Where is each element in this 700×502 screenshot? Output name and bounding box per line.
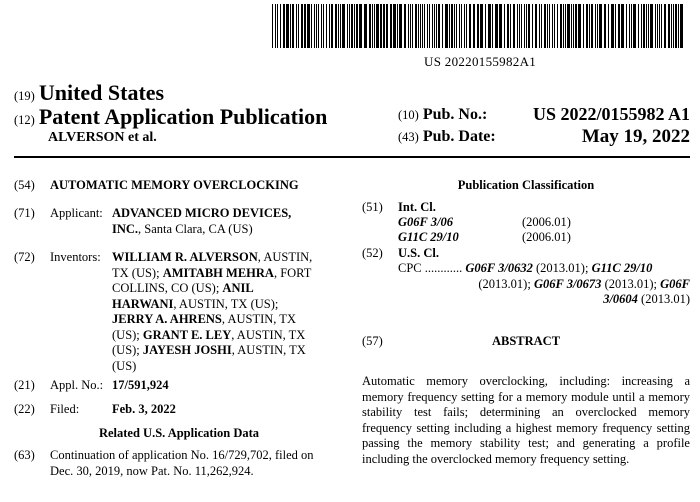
barcode-bar	[459, 4, 460, 48]
barcode-bar	[335, 4, 337, 48]
barcode-bar	[420, 4, 421, 48]
barcode-bar	[528, 4, 530, 48]
barcode-bar	[532, 4, 533, 48]
barcode-bar	[521, 4, 522, 48]
barcode-bar	[301, 4, 303, 48]
barcode-bar	[393, 4, 396, 48]
barcode-bar	[657, 4, 658, 48]
country-code: (19)	[14, 89, 35, 103]
barcode-bar	[578, 4, 581, 48]
barcode-bar	[544, 4, 546, 48]
inventor-name: AMITABH MEHRA	[162, 265, 274, 280]
abstract-heading-line	[362, 334, 690, 350]
barcode-bar	[510, 4, 511, 48]
barcode-bar	[376, 4, 379, 48]
inventor-line-4	[112, 297, 352, 313]
barcode-bar	[307, 4, 310, 48]
barcode-bar	[539, 4, 540, 48]
appl-no-field	[0, 378, 350, 394]
inventor-location: TX (US);	[112, 265, 163, 280]
barcode-bar	[650, 4, 653, 48]
barcode-bar	[631, 4, 632, 48]
pub-number-code: (10)	[398, 108, 419, 122]
barcode-bar	[418, 4, 419, 48]
inventor-line-2	[112, 266, 352, 282]
country-name: United States	[38, 80, 165, 105]
barcode-bar	[314, 4, 315, 48]
inventor-line-7	[112, 343, 352, 359]
barcode-bar	[290, 4, 291, 48]
barcode-bar	[673, 4, 674, 48]
barcode-bar	[595, 4, 596, 48]
appl-no-value: 17/591,924	[112, 378, 169, 392]
appl-no-label: Appl. No.:	[50, 378, 104, 392]
country-line	[14, 80, 164, 106]
barcode-bar	[597, 4, 598, 48]
barcode-bar	[272, 4, 273, 48]
inventor-location: (US);	[112, 327, 143, 342]
barcode-bar	[641, 4, 642, 48]
cpc-date: (2013.01);	[532, 261, 592, 275]
barcode-bar	[359, 4, 362, 48]
barcode-bar	[397, 4, 398, 48]
inventor-line-8	[112, 359, 352, 375]
barcode-bar	[638, 4, 639, 48]
barcode-bar	[591, 4, 593, 48]
continuation-line: Dec. 30, 2019, now Pat. No. 11,262,924.	[50, 463, 254, 478]
inventor-location: COLLINS, CO (US);	[112, 281, 223, 295]
cpc-date: (2013.01);	[478, 276, 534, 291]
inventors-label: Inventors:	[50, 250, 101, 264]
barcode-bar	[565, 4, 566, 48]
barcode-bar	[659, 4, 660, 48]
barcode-bar	[560, 4, 562, 48]
barcode-bar	[519, 4, 520, 48]
barcode-bar	[380, 4, 382, 48]
barcode-bar	[442, 4, 443, 48]
related-data-heading: Related U.S. Application Data	[98, 426, 260, 440]
barcode-bar	[354, 4, 355, 48]
inventor-location: (US);	[112, 343, 143, 357]
barcode-number: US 20220155982A1	[424, 54, 537, 69]
barcode-bar	[296, 4, 297, 48]
int-cl-date-2: (2006.01)	[522, 230, 571, 244]
inventor-name: JAYESH JOSHI	[142, 343, 232, 357]
inventor-line-1	[112, 250, 352, 266]
barcode-bar	[473, 4, 475, 48]
barcode-bar	[427, 4, 428, 48]
barcode-bar	[466, 4, 467, 48]
barcode-bar	[321, 4, 322, 48]
barcode-bar	[298, 4, 299, 48]
cpc-code: G06F 3/0632	[465, 261, 533, 275]
barcode-bar	[318, 4, 319, 48]
barcode-bar	[661, 4, 662, 48]
barcode-bar	[575, 4, 577, 48]
inventor-location: , AUSTIN, TX	[231, 343, 306, 357]
pub-number-line	[398, 106, 690, 124]
barcode-bar	[495, 4, 498, 48]
barcode-bar	[604, 4, 606, 48]
barcode-bar	[549, 4, 550, 48]
applicant-code: (71)	[14, 206, 35, 220]
continuation-text	[50, 448, 350, 479]
barcode-bar	[563, 4, 564, 48]
continuation-field	[0, 448, 350, 480]
barcode-bar	[615, 4, 616, 48]
barcode-bar	[316, 4, 317, 48]
barcode-bar	[286, 4, 289, 48]
pub-date-line	[398, 128, 690, 146]
barcode-bar	[648, 4, 649, 48]
int-cl-code-1: G06F 3/06	[398, 215, 453, 229]
barcode-bar	[329, 4, 330, 48]
barcode	[270, 4, 688, 48]
barcode-bar	[436, 4, 437, 48]
barcode-bar	[456, 4, 457, 48]
filed-field	[0, 402, 350, 418]
barcode-bar	[499, 4, 502, 48]
us-cl-field	[362, 246, 690, 308]
inventor-name: ANIL	[222, 281, 254, 295]
pub-date-label: Pub. Date:	[422, 128, 496, 145]
barcode-bar	[415, 4, 417, 48]
barcode-bar	[349, 4, 350, 48]
inventor-name: HARWANI	[112, 296, 174, 311]
barcode-bar	[454, 4, 455, 48]
barcode-bar	[364, 4, 367, 48]
inventors-code: (72)	[14, 250, 35, 264]
barcode-bar	[633, 4, 636, 48]
barcode-bar	[451, 4, 453, 48]
cpc-code: G06F	[660, 276, 690, 291]
publication-type-code: (12)	[14, 113, 35, 127]
cpc-line-1	[398, 261, 690, 277]
title-field	[0, 178, 350, 194]
barcode-bar	[283, 4, 285, 48]
pub-number-label: Pub. No.:	[422, 106, 488, 123]
barcode-bar	[573, 4, 574, 48]
inventor-location: , AUSTIN, TX (US);	[173, 296, 279, 311]
barcode-bar	[432, 4, 433, 48]
barcode-bar	[331, 4, 333, 48]
pub-date-value: May 19, 2022	[581, 126, 690, 147]
barcode-bar	[449, 4, 450, 48]
barcode-bar	[571, 4, 572, 48]
barcode-bar	[485, 4, 486, 48]
cpc-line-3	[398, 292, 690, 308]
applicant-location: , Santa Clara, CA (US)	[138, 221, 253, 236]
barcode-bar	[434, 4, 435, 48]
barcode-bar	[504, 4, 505, 48]
barcode-bar	[567, 4, 570, 48]
barcode-bar	[599, 4, 602, 48]
int-cl-code-2: G11C 29/10	[398, 230, 459, 244]
int-cl-label: Int. Cl.	[398, 200, 436, 214]
barcode-bar	[646, 4, 647, 48]
inventor-location: (US)	[112, 358, 137, 373]
us-cl-label: U.S. Cl.	[398, 246, 439, 260]
barcode-bar	[583, 4, 584, 48]
applicant-value	[112, 206, 352, 237]
header-divider	[14, 156, 690, 158]
barcode-bar	[517, 4, 518, 48]
inventor-line-6	[112, 328, 352, 344]
barcode-bar	[280, 4, 281, 48]
barcode-bar	[342, 4, 345, 48]
publication-type: Patent Application Publication	[38, 104, 328, 129]
barcode-bar	[383, 4, 385, 48]
inventor-name: GRANT E. LEY	[142, 327, 232, 342]
inventor-name: WILLIAM R. ALVERSON	[112, 250, 258, 264]
barcode-bar	[664, 4, 666, 48]
barcode-bar	[477, 4, 479, 48]
inventor-name: JERRY A. AHRENS	[112, 312, 222, 326]
barcode-bar	[535, 4, 537, 48]
barcode-bar	[492, 4, 493, 48]
barcode-bar	[680, 4, 683, 48]
classification-heading: Publication Classification	[457, 178, 595, 192]
barcode-graphic	[270, 4, 688, 48]
inventors-field	[0, 250, 350, 375]
barcode-bar	[429, 4, 430, 48]
barcode-bar	[326, 4, 327, 48]
barcode-bar	[524, 4, 525, 48]
cpc-dots: ............	[424, 261, 463, 275]
title: AUTOMATIC MEMORY OVERCLOCKING	[50, 178, 299, 192]
barcode-bar	[323, 4, 324, 48]
int-cl-date-1: (2006.01)	[522, 215, 571, 229]
cpc-codes	[398, 261, 690, 308]
barcode-bar	[410, 4, 411, 48]
inventor-line-5	[112, 312, 352, 328]
pub-number-value: US 2022/0155982 A1	[532, 104, 690, 124]
barcode-bar	[311, 4, 312, 48]
cpc-code: 3/0604	[603, 292, 638, 306]
cpc-label: CPC	[398, 261, 422, 275]
cpc-code: G11C 29/10	[591, 261, 653, 275]
barcode-bar	[390, 4, 392, 48]
appl-no-code: (21)	[14, 378, 35, 392]
int-cl-code: (51)	[362, 200, 383, 214]
int-cl-field	[362, 200, 690, 246]
barcode-bar	[438, 4, 440, 48]
barcode-bar	[626, 4, 627, 48]
barcode-bar	[586, 4, 588, 48]
inventors-list	[112, 250, 352, 374]
cpc-date: (2013.01);	[601, 276, 661, 291]
cpc-date: (2013.01)	[637, 292, 690, 306]
barcode-bar	[374, 4, 375, 48]
barcode-bar	[675, 4, 677, 48]
barcode-bar	[304, 4, 306, 48]
filed-label: Filed:	[50, 402, 80, 416]
barcode-bar	[621, 4, 624, 48]
barcode-bar	[668, 4, 670, 48]
inventor-location: , FORT	[273, 265, 312, 280]
continuation-code: (63)	[14, 448, 35, 462]
inventor-location: , AUSTIN, TX	[231, 327, 306, 342]
barcode-bar	[408, 4, 409, 48]
barcode-bar	[275, 4, 276, 48]
cpc-code: G06F 3/0673	[533, 276, 602, 291]
barcode-bar	[608, 4, 609, 48]
barcode-bar	[464, 4, 465, 48]
barcode-bar	[386, 4, 388, 48]
barcode-bar	[526, 4, 527, 48]
barcode-bar	[547, 4, 548, 48]
pub-date-code: (43)	[398, 130, 419, 144]
barcode-bar	[488, 4, 491, 48]
title-code: (54)	[14, 178, 35, 192]
barcode-bar	[554, 4, 555, 48]
abstract-code: (57)	[362, 334, 383, 348]
inventor-location: , AUSTIN, TX	[221, 312, 296, 326]
continuation-line: Continuation of application No. 16/729,702, filed on	[50, 448, 314, 462]
applicant-field	[0, 206, 350, 238]
barcode-bar	[507, 4, 509, 48]
barcode-bar	[338, 4, 339, 48]
abstract-text: Automatic memory overclocking, including: increasing a memory frequency setting for a memory module until a memory stability test fails; determining an overclocked memory frequency setting including a highest memory frequency setting passing the memory stability test; and generating a profile including the overclocked memory frequency setting.	[362, 374, 690, 466]
barcode-bar	[589, 4, 590, 48]
barcode-bar	[412, 4, 413, 48]
barcode-bar	[292, 4, 294, 48]
barcode-bar	[277, 4, 278, 48]
inventor-location: , AUSTIN,	[257, 250, 313, 264]
barcode-bar	[340, 4, 341, 48]
applicant-name-1: ADVANCED MICRO DEVICES,	[112, 206, 292, 220]
barcode-bar	[422, 4, 423, 48]
authors: ALVERSON et al.	[48, 130, 157, 145]
barcode-bar	[469, 4, 471, 48]
barcode-bar	[552, 4, 553, 48]
filed-code: (22)	[14, 402, 35, 416]
publication-type-line	[14, 104, 327, 130]
abstract-heading: ABSTRACT	[491, 334, 561, 348]
barcode-bar	[399, 4, 402, 48]
barcode-bar	[611, 4, 614, 48]
us-cl-code: (52)	[362, 246, 383, 260]
barcode-bar	[671, 4, 672, 48]
barcode-bar	[445, 4, 448, 48]
barcode-bar	[480, 4, 483, 48]
barcode-bar	[678, 4, 679, 48]
barcode-bar	[351, 4, 353, 48]
barcode-bar	[461, 4, 462, 48]
barcode-bar	[356, 4, 358, 48]
barcode-bar	[404, 4, 406, 48]
applicant-name-2: INC.	[112, 221, 139, 236]
cpc-line-2	[398, 277, 690, 293]
barcode-bar	[618, 4, 620, 48]
filed-value: Feb. 3, 2022	[112, 402, 176, 416]
barcode-bar	[372, 4, 373, 48]
barcode-bar	[629, 4, 630, 48]
barcode-bar	[655, 4, 656, 48]
barcode-bar	[643, 4, 645, 48]
applicant-label: Applicant:	[50, 206, 103, 220]
barcode-bar	[557, 4, 558, 48]
barcode-bar	[424, 4, 425, 48]
barcode-bar	[347, 4, 348, 48]
barcode-bar	[369, 4, 371, 48]
inventor-line-3	[112, 281, 352, 297]
barcode-bar	[513, 4, 515, 48]
barcode-bar	[541, 4, 542, 48]
